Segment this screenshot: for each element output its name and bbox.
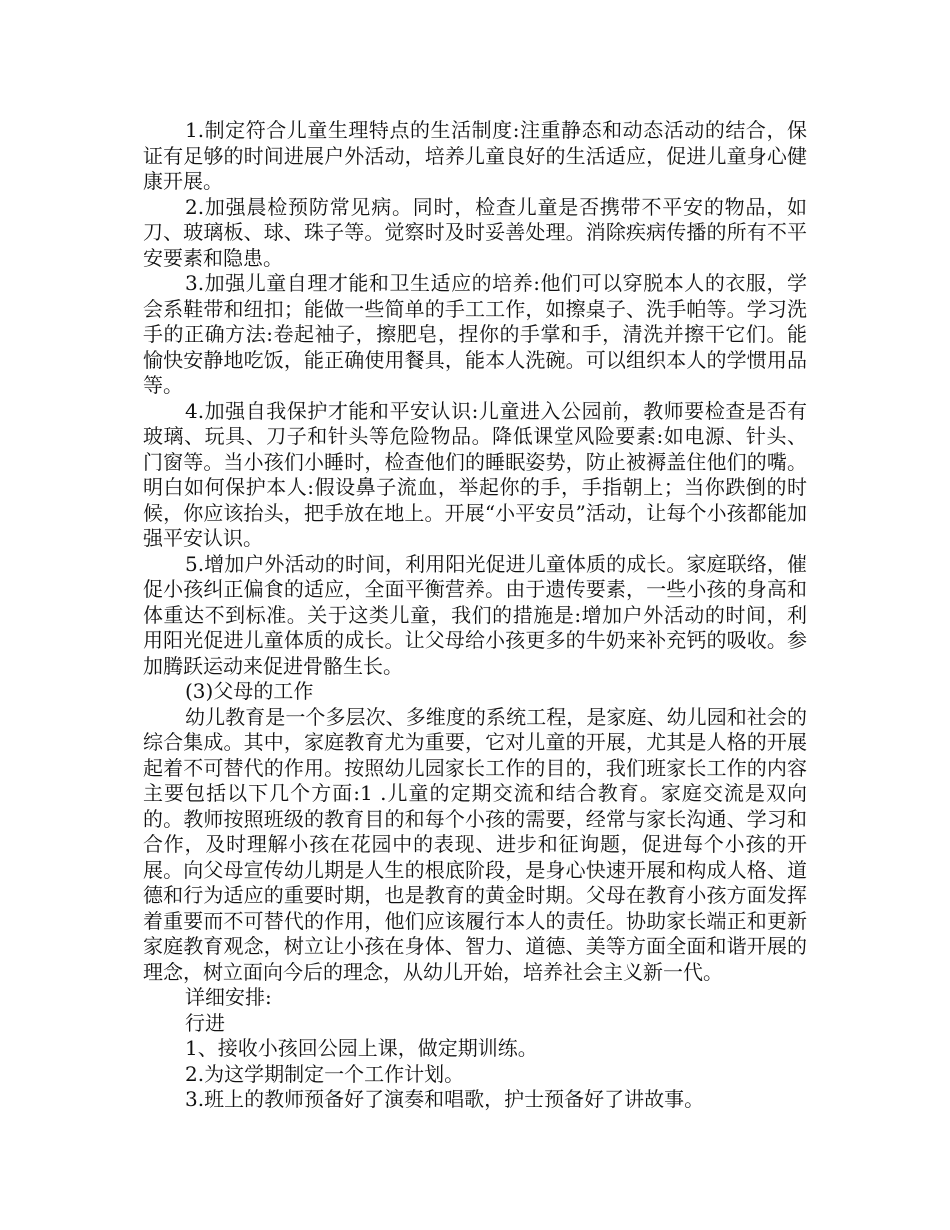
arrangement-item-3: 3.班上的教师预备好了演奏和唱歌，护士预备好了讲故事。 (185, 1087, 705, 1111)
paragraph-5: 5.增加户外活动的时间，利用阳光促进儿童体质的成长。家庭联络，催促小孩纠正偏食的适应，全面平衡营养。由于遗传要素，一些小孩的身高和体重达不到标准。关于这类儿童，我们的措施是:增加户外活动的时间，利用阳光促进儿童体质的成长。让父母给小孩更多的牛奶来补充钙的吸收。参加腾跃运动来促进骨骼生长。 (143, 551, 807, 678)
paragraph-parents-work: 幼儿教育是一个多层次、多维度的系统工程，是家庭、幼儿园和社会的综合集成。其中，家庭教育尤为重要，它对儿童的开展，尤其是人格的开展起着不可替代的作用。按照幼儿园家长工作的目的，我们班家长工作的内容主要包括以下几个方面:1 .儿童的定期交流和结合教育。家庭交流是双向的。教师按照班级的教育目的和每个小孩的需要，经常与家长沟通、学习和合作，及时理解小孩在花园中的表现、进步和征询题，促进每个小孩的开展。向父母宣传幼儿期是人生的根底阶段，是身心快速开展和构成人格、道德和行为适应的重要时期，也是教育的黄金时期。父母在教育小孩方面发挥着重要而不可替代的作用，他们应该履行本人的责任。协助家长端正和更新家庭教育观念，树立让小孩在身体、智力、道德、美等方面全面和谐开展的理念，树立面向今后的理念，从幼儿开始，培养社会主义新一代。 (143, 704, 807, 984)
paragraph-4: 4.加强自我保护才能和平安认识:儿童进入公园前，教师要检查是否有玻璃、玩具、刀子和针头等危险物品。降低课堂风险要素:如电源、针头、门窗等。当小孩们小睡时，检查他们的睡眠姿势，防止被褥盖住他们的嘴。明白如何保护本人:假设鼻子流血，举起你的手，手指朝上；当你跌倒的时候，你应该抬头，把手放在地上。开展“小平安员”活动，让每个小孩都能加强平安认识。 (143, 398, 807, 550)
document-body (143, 118, 807, 1113)
section-heading-parents-work: (3)父母的工作 (185, 679, 314, 703)
paragraph-2: 2.加强晨检预防常见病。同时，检查儿童是否携带不平安的物品，如刀、玻璃板、球、珠子等。觉察时及时妥善处理。消除疾病传播的所有不平安要素和隐患。 (143, 194, 807, 270)
paragraph-1: 1.制定符合儿童生理特点的生活制度:注重静态和动态活动的结合，保证有足够的时间进展户外活动，培养儿童良好的生活适应，促进儿童身心健康开展。 (143, 118, 807, 193)
arrangement-item-2: 2.为这学期制定一个工作计划。 (185, 1061, 465, 1086)
arrangement-item-1: 1、接收小孩回公园上课，做定期训练。 (185, 1036, 538, 1060)
paragraph-3: 3.加强儿童自理才能和卫生适应的培养:他们可以穿脱本人的衣服，学会系鞋带和纽扣；能做一些简单的手工工作，如擦桌子、洗手帕等。学习洗手的正确方法:卷起袖子，擦肥皂，捏你的手掌和手，清洗并擦干它们。能愉快安静地吃饭，能正确使用餐具，能本人洗碗。可以组织本人的学惯用品等。 (143, 271, 807, 397)
arrangement-heading: 详细安排: (185, 985, 272, 1009)
arrangement-subheading: 行进 (185, 1010, 225, 1035)
